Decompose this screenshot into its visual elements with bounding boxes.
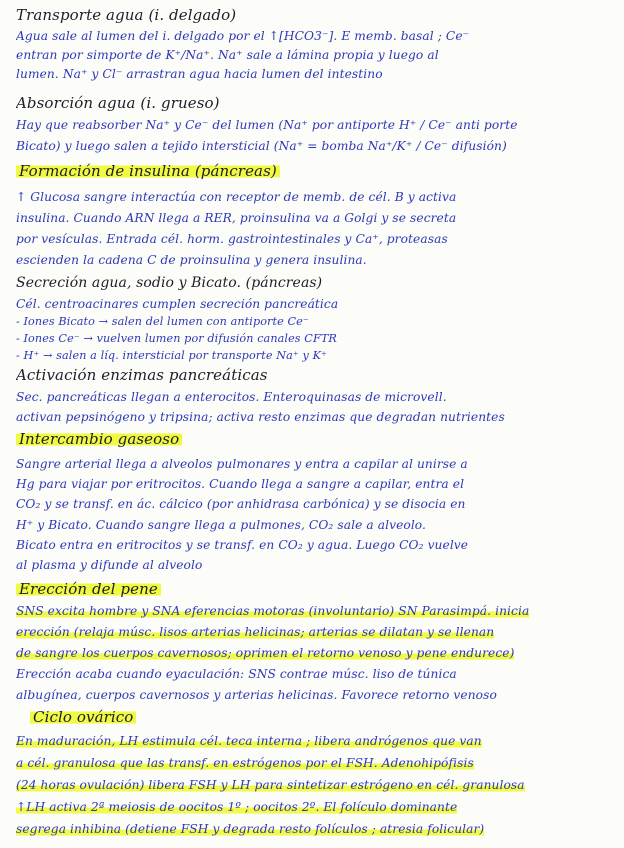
- heading-secrecion-pancreas: Secreción agua, sodio y Bicato. (páncreas): [16, 275, 323, 291]
- heading-formacion-insulina: Formación de insulina (páncreas): [16, 162, 620, 180]
- note-line: Cél. centroacinares cumplen secreción pancreática: [16, 297, 339, 311]
- note-line: Hay que reabsorber Na⁺ y Ce⁻ del lumen (Na⁺ por antiporte H⁺ / Ce⁻ anti porte: [16, 118, 518, 132]
- note-line: En maduración, LH estimula cél. teca interna ; libera andrógenos que van: [16, 734, 482, 748]
- note-line: Sec. pancreáticas llegan a enterocitos. Enteroquinasas de microvell.: [16, 390, 447, 404]
- note-line: entran por simporte de K⁺/Na⁺. Na⁺ sale a lámina propia y luego al: [16, 48, 439, 62]
- note-line: Hg para viajar por eritrocitos. Cuando llega a sangre a capilar, entra el: [16, 477, 465, 491]
- note-line: Sangre arterial llega a alveolos pulmonares y entra a capilar al unirse a: [16, 457, 468, 471]
- note-line: segrega inhibina (detiene FSH y degrada resto folículos ; atresia folicular): [16, 822, 485, 836]
- note-line: ↑ Glucosa sangre interactúa con receptor de memb. de cél. B y activa: [16, 190, 457, 204]
- note-line: (24 horas ovulación) libera FSH y LH para sintetizar estrógeno en cél. granulosa: [16, 778, 525, 792]
- note-line: de sangre los cuerpos cavernosos; oprimen el retorno venoso y pene endurece): [16, 646, 515, 660]
- heading-transporte-agua: Transporte agua (i. delgado): [16, 6, 237, 24]
- note-line: escienden la cadena C de proinsulina y genera insulina.: [16, 253, 367, 267]
- note-line: Agua sale al lumen del i. delgado por el ↑[HCO3⁻]. E memb. basal ; Ce⁻: [16, 29, 470, 43]
- note-line: lumen. Na⁺ y Cl⁻ arrastran agua hacia lumen del intestino: [16, 67, 383, 81]
- note-line: - Iones Ce⁻ → vuelven lumen por difusión canales CFTR: [16, 332, 337, 345]
- heading-intercambio-gaseoso: Intercambio gaseoso: [16, 430, 620, 448]
- note-line: ↑LH activa 2ª meiosis de oocitos 1º ; oocitos 2º. El folículo dominante: [16, 800, 458, 814]
- note-line: por vesículas. Entrada cél. horm. gastrointestinales y Ca⁺, proteasas: [16, 232, 448, 246]
- note-line: activan pepsinógeno y tripsina; activa resto enzimas que degradan nutrientes: [16, 410, 505, 424]
- note-line: Erección acaba cuando eyaculación: SNS contrae músc. liso de túnica: [16, 667, 457, 681]
- note-line: albugínea, cuerpos cavernosos y arterias helicinas. Favorece retorno venoso: [16, 688, 497, 702]
- heading-ereccion-pene: Erección del pene: [16, 580, 620, 598]
- note-line: SNS excita hombre y SNA eferencias motoras (involuntario) SN Parasimpá. inicia: [16, 604, 530, 618]
- note-line: al plasma y difunde al alveolo: [16, 558, 203, 572]
- note-line: H⁺ y Bicato. Cuando sangre llega a pulmones, CO₂ sale a alveolo.: [16, 518, 427, 532]
- heading-absorcion-agua: Absorción agua (i. grueso): [16, 94, 220, 112]
- note-line: CO₂ y se transf. en ác. cálcico (por anhidrasa carbónica) y se disocia en: [16, 497, 466, 511]
- note-line: a cél. granulosa que las transf. en estrógenos por el FSH. Adenohipófisis: [16, 756, 474, 770]
- note-line: - H⁺ → salen a líq. intersticial por transporte Na⁺ y K⁺: [16, 349, 328, 362]
- note-line: erección (relaja músc. lisos arterias helicinas; arterias se dilatan y se llenan: [16, 625, 495, 639]
- note-line: insulina. Cuando ARN llega a RER, proinsulina va a Golgi y se secreta: [16, 211, 457, 225]
- note-line: Bicato) y luego salen a tejido intersticial (Na⁺ = bomba Na⁺/K⁺ / Ce⁻ difusión): [16, 139, 507, 153]
- heading-activacion-enzimas: Activación enzimas pancreáticas: [16, 366, 268, 384]
- note-line: - Iones Bicato → salen del lumen con antiporte Ce⁻: [16, 315, 309, 328]
- heading-ciclo-ovarico: Ciclo ovárico: [30, 708, 620, 726]
- note-line: Bicato entra en eritrocitos y se transf. en CO₂ y agua. Luego CO₂ vuelve: [16, 538, 469, 552]
